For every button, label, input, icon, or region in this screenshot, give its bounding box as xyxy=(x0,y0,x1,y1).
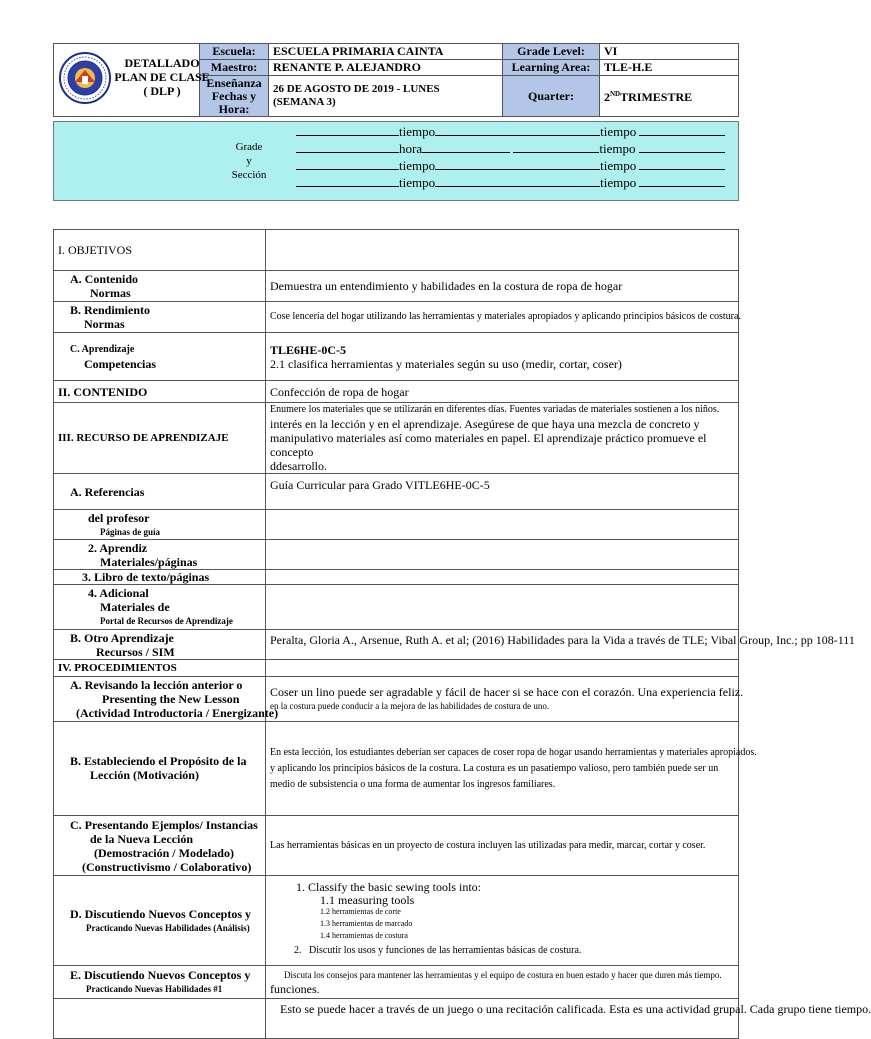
school-value: ESCUELA PRIMARIA CAINTA xyxy=(269,44,503,60)
libro-label: 3. Libro de texto/páginas xyxy=(54,570,266,585)
contenido-heading: II. CONTENIDO xyxy=(54,381,266,403)
adicional-label: 4. Adicional Materiales de Portal de Recursos de Aprendizaje xyxy=(54,585,266,630)
discutiendo-e-value: Discuta los consejos para mantener las herramientas y el equipo de costura en buen estado y hacer que duren más tiempo. funciones. xyxy=(266,966,739,999)
schedule-lines xyxy=(296,123,744,191)
ejemplos-value: Las herramientas básicas en un proyecto de costura incluyen las utilizadas para medir, marcar, cortar y coser. xyxy=(266,816,739,876)
otro-value: Peralta, Gloria A., Arsenue, Ruth A. et al; (2016) Habilidades para la Vida a través de TLE; Vibal Group, Inc.; pp 108-111 xyxy=(266,630,739,660)
discutiendo-d-value: 1. Classify the basic sewing tools into: 1.1 measuring tools 1.2 herramientas de corte 1.3 herramientas de marcado 1.4 herramientas de costura 2. Discutir los usos y funciones de las herramientas básicas de costura. xyxy=(266,876,739,966)
date-label: Enseñanza Fechas y Hora: xyxy=(200,76,269,117)
profesor-value xyxy=(266,510,739,540)
discutiendo-d-label: D. Discutiendo Nuevos Conceptos y Practicando Nuevas Habilidades (Análisis) xyxy=(54,876,266,966)
revisando-value: Coser un lino puede ser agradable y fácil de hacer si se hace con el corazón. Una experiencia feliz. en la costura puede conducir a la mejora de las habilidades de costura de uno. xyxy=(266,677,739,722)
procedimientos-value xyxy=(266,660,739,677)
rendimiento-label: B. Rendimiento Normas xyxy=(54,302,266,333)
grade-value: VI xyxy=(600,44,739,60)
procedimientos-heading: IV. PROCEDIMIENTOS xyxy=(54,660,266,677)
aprendizaje-value: TLE6HE-0C-5 2.1 clasifica herramientas y materiales según su uso (medir, cortar, coser) xyxy=(266,333,739,381)
objetivos-heading: I. OBJETIVOS xyxy=(54,230,266,271)
recurso-value: Enumere los materiales que se utilizarán en diferentes días. Fuentes variadas de materiales sostienen a los niños. interés en la lección y en el aprendizaje. Asegúrese de que haya una mezcla de concreto y manipulativo materiales así como materiales en papel. El aprendizaje práctico promueve el concepto ddesarrollo. xyxy=(266,403,739,474)
contenido-value: Confección de ropa de hogar xyxy=(266,381,739,403)
list-item: 2. Discutir los usos y funciones de las herramientas básicas de costura. xyxy=(294,945,582,956)
schedule-row: hora tiempo xyxy=(296,140,744,157)
adicional-value xyxy=(266,585,739,630)
proposito-label: B. Estableciendo el Propósito de la Lección (Motivación) xyxy=(54,722,266,816)
proposito-value: En esta lección, los estudiantes deberían ser capaces de coser ropa de hogar usando herramientas y materiales apropiados. y aplicando los principios básicos de la costura. La costura es un pasatiempo valioso, pero también puede ser un medio de subsistencia o una forma de aumentar los ingresos familiares. xyxy=(266,722,739,816)
grade-section-block xyxy=(53,121,739,201)
aprendizaje-label: C. Aprendizaje Competencias xyxy=(54,333,266,381)
last-row-label xyxy=(54,999,266,1039)
d-list xyxy=(270,880,734,894)
logo-title-cell xyxy=(54,44,210,117)
lesson-plan-table xyxy=(53,229,871,1039)
last-row-value: Esto se puede hacer a través de un juego o una recitación calificada. Esta es una actividad grupal. Cada grupo tiene tiempo. xyxy=(266,999,739,1039)
grade-label: Grade Level: xyxy=(503,44,600,60)
schedule-row: tiempo tiempo xyxy=(296,174,744,191)
school-label: Escuela: xyxy=(200,44,269,60)
dlp-title: DETALLADO PLAN DE CLASE ( DLP ) xyxy=(114,56,210,98)
deped-seal-icon xyxy=(59,52,111,104)
objetivos-value xyxy=(266,230,739,271)
referencias-label: A. Referencias xyxy=(54,474,266,510)
list-item: 1. Classify the basic sewing tools into: xyxy=(308,880,734,894)
teacher-label: Maestro: xyxy=(200,60,269,76)
area-label: Learning Area: xyxy=(503,60,600,76)
grade-section-label: Grade y Sección xyxy=(231,141,267,181)
quarter-value: 2NDTRIMESTRE xyxy=(600,76,739,117)
discutiendo-e-label: E. Discutiendo Nuevos Conceptos y Practicando Nuevas Habilidades #1 xyxy=(54,966,266,999)
recurso-heading: III. RECURSO DE APRENDIZAJE xyxy=(54,403,266,474)
ejemplos-label: C. Presentando Ejemplos/ Instancias de la Nueva Lección (Demostración / Modelado) (Constructivismo / Colaborativo) xyxy=(54,816,266,876)
area-value: TLE-H.E xyxy=(600,60,739,76)
schedule-row: tiempo tiempo xyxy=(296,157,744,174)
otro-label: B. Otro Aprendizaje Recursos / SIM xyxy=(54,630,266,660)
quarter-label: Quarter: xyxy=(503,76,600,117)
profesor-label: del profesor Páginas de guía xyxy=(54,510,266,540)
referencias-value: Guía Curricular para Grado VITLE6HE-0C-5 xyxy=(266,474,739,510)
contenido-normas-label: A. Contenido Normas xyxy=(54,271,266,302)
libro-value xyxy=(266,570,739,585)
contenido-normas-value: Demuestra un entendimiento y habilidades en la costura de ropa de hogar xyxy=(266,271,739,302)
aprendiz-label: 2. Aprendiz Materiales/páginas xyxy=(54,540,266,570)
rendimiento-value: Cose lencería del hogar utilizando las herramientas y materiales apropiados y aplicando principios básicos de costura. xyxy=(266,302,739,333)
date-value: 26 DE AGOSTO DE 2019 - LUNES (SEMANA 3) xyxy=(269,76,503,117)
schedule-row: tiempo tiempo xyxy=(296,123,744,140)
header-table xyxy=(53,43,739,117)
teacher-value: RENANTE P. ALEJANDRO xyxy=(269,60,503,76)
revisando-label: A. Revisando la lección anterior o Presenting the New Lesson (Actividad Introductoria / Energizante) xyxy=(54,677,266,722)
aprendiz-value xyxy=(266,540,739,570)
